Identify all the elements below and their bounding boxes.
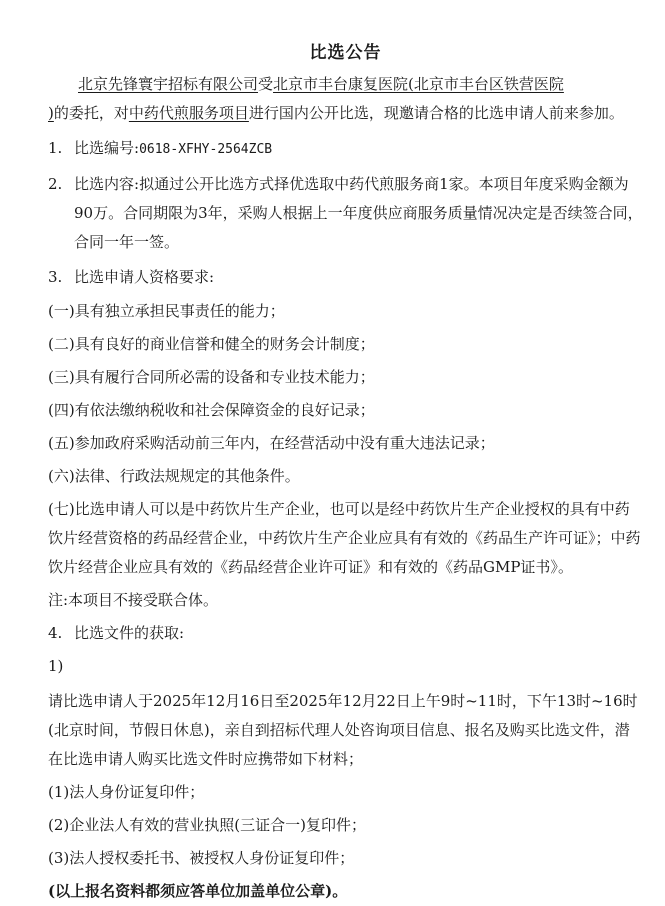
item-1: [48, 134, 643, 164]
agent-name: 北京先锋寰宇招标有限公司: [78, 75, 259, 93]
item-3-number: 3.: [48, 268, 63, 286]
project-name: 中药代煎服务项目: [128, 104, 249, 122]
bid-number: 0618-XFHY-2564ZCB: [139, 142, 273, 157]
item-3-label: 比选申请人资格要求:: [74, 268, 215, 286]
item-1-label: 比选编号:: [74, 139, 140, 157]
qualification-6: (六)法律、行政法规规定的其他条件。: [48, 467, 300, 485]
material-2: (2)企业法人有效的营业执照(三证合一)复印件；: [48, 816, 366, 834]
material-1: (1)法人身份证复印件；: [48, 783, 205, 801]
intro-text-1: 受: [258, 75, 274, 93]
item-4-label: 比选文件的获取:: [74, 624, 185, 642]
item-2-text: 拟通过公开比选方式择优选取中药代煎服务商1家。本项目年度采购金额为90万。合同期限为3年，采购人根据上一年度供应商服务质量情况决定是否续签合同，合同一年一签。: [74, 175, 643, 251]
item-2-label: 比选内容:: [74, 175, 140, 193]
qualification-5: (五)参加政府采购活动前三年内，在经营活动中没有重大违法记录；: [48, 434, 495, 452]
item-4: [48, 619, 643, 648]
intro-text-3: 进行国内公开比选，现邀请合格的比选申请人前来参加。: [248, 104, 624, 122]
item-4-number: 4.: [48, 624, 63, 642]
intro-paragraph: [48, 70, 643, 128]
qualification-4: (四)有依法缴纳税收和社会保障资金的良好记录；: [48, 401, 375, 419]
seal-requirement-note: (以上报名资料都须应答单位加盖单位公章)。: [48, 882, 348, 900]
material-3: (3)法人授权委托书、被授权人身份证复印件；: [48, 849, 355, 867]
item-3: [48, 263, 643, 292]
intro-text-2: 的委托，对: [53, 104, 129, 122]
qualification-7: (七)比选申请人可以是中药饮片生产企业，也可以是经中药饮片生产企业授权的具有中药饮片经营资格的药品经营企业，中药饮片生产企业应具有有效的《药品生产许可证》；中药饮片经营企业应具有效的《药品经营企业许可证》和有效的《药品GMP证书》。: [48, 500, 641, 576]
page-title: 比选公告: [309, 43, 382, 63]
acquisition-paragraph: 请比选申请人于2025年12月16日至2025年12月22日上午9时~11时，下午13时~16时(北京时间，节假日休息)，亲自到招标代理人处咨询项目信息、报名及购买比选文件，潜在比选申请人购买比选文件时应携带如下材料；: [48, 692, 638, 768]
qualification-3: (三)具有履行合同所必需的设备和专业技术能力；: [48, 368, 375, 386]
purchaser-name: 北京市丰台康复医院(北京市丰台区铁营医院: [273, 75, 564, 93]
sub-item-1: 1): [48, 657, 64, 675]
item-1-number: 1.: [48, 139, 63, 157]
consortium-note: 注:本项目不接受联合体。: [48, 591, 219, 609]
purchaser-name-close: ): [48, 104, 54, 122]
item-2-number: 2.: [48, 175, 63, 193]
item-2: [48, 170, 643, 257]
qualification-2: (二)具有良好的商业信誉和健全的财务会计制度；: [48, 335, 375, 353]
qualification-1: (一)具有独立承担民事责任的能力；: [48, 302, 285, 320]
